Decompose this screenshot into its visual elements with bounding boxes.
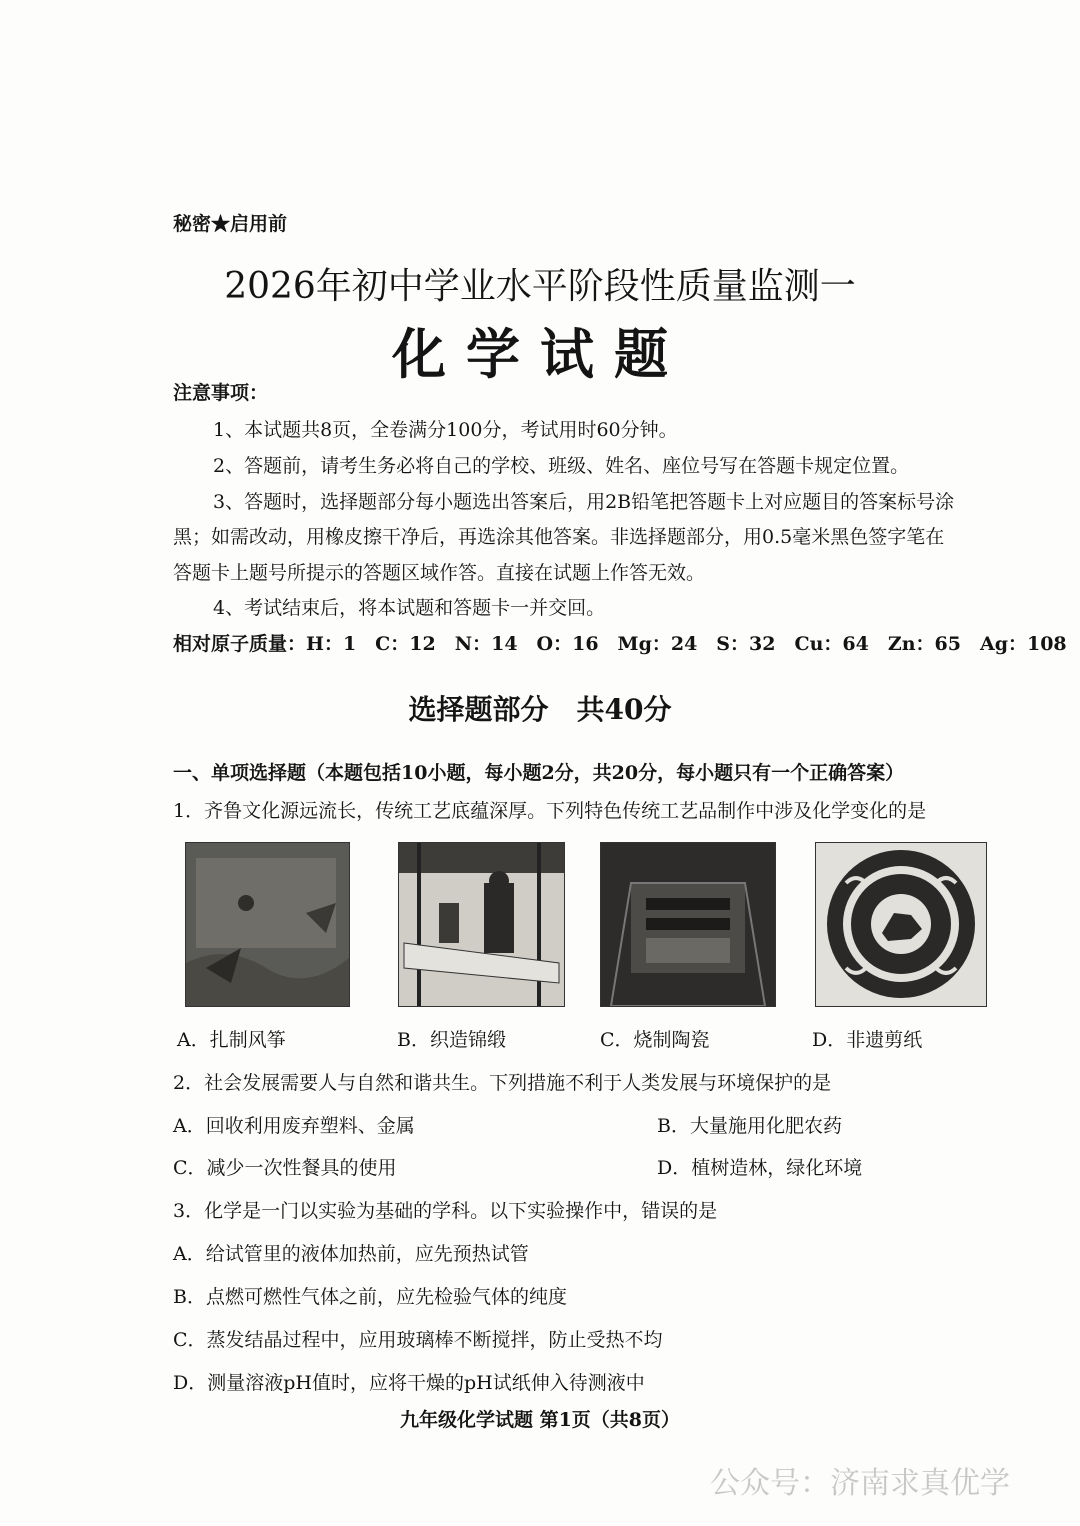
question-2-option-c: C．减少一次性餐具的使用: [173, 1157, 397, 1179]
question-2-option-a: A．回收利用废弃塑料、金属: [173, 1115, 415, 1137]
notice-item: 答题卡上题号所提示的答题区域作答。直接在试题上作答无效。: [173, 562, 706, 584]
question-1-option-a: A．扎制风筝: [177, 1029, 286, 1051]
paper-cutting-photo: [815, 842, 987, 1007]
exam-title: 2026年初中学业水平阶段性质量监测一: [224, 266, 856, 307]
question-3-option-a: A．给试管里的液体加热前，应先预热试管: [173, 1243, 529, 1265]
atomic-masses: 相对原子质量：H：1 C：12 N：14 O：16 Mg：24 S：32 Cu：64 Zn：65 Ag：108: [173, 633, 1067, 655]
question-1-option-c: C．烧制陶瓷: [600, 1029, 710, 1051]
subject-title: 化学试题: [392, 322, 688, 386]
question-3-option-b: B．点燃可燃性气体之前，应先检验气体的纯度: [173, 1286, 567, 1308]
question-1-stem: 1．齐鲁文化源远流长，传统工艺底蕴深厚。下列特色传统工艺品制作中涉及化学变化的是: [173, 800, 927, 822]
porcelain-kiln-photo: [600, 842, 776, 1007]
question-1-option-b: B．织造锦缎: [397, 1029, 506, 1051]
brocade-weaving-photo: [398, 842, 565, 1007]
notice-item: 黑；如需改动，用橡皮擦干净后，再选涂其他答案。非选择题部分，用0.5毫米黑色签字笔在: [173, 526, 945, 548]
notice-item: 3、答题时，选择题部分每小题选出答案后，用2B铅笔把答题卡上对应题目的答案标号涂: [213, 491, 955, 513]
question-2-stem: 2．社会发展需要人与自然和谐共生。下列措施不利于人类发展与环境保护的是: [173, 1072, 832, 1094]
notice-item: 1、本试题共8页，全卷满分100分，考试用时60分钟。: [213, 419, 678, 441]
secret-mark: 秘密★启用前: [173, 213, 288, 235]
question-3-stem: 3．化学是一门以实验为基础的学科。以下实验操作中，错误的是: [173, 1200, 718, 1222]
part-title: 选择题部分 共40分: [408, 693, 672, 726]
page-footer: 九年级化学试题 第1页（共8页）: [399, 1409, 681, 1431]
question-2-option-d: D．植树造林，绿化环境: [657, 1157, 863, 1179]
section-heading: 一、单项选择题（本题包括10小题，每小题2分，共20分，每小题只有一个正确答案）: [173, 762, 905, 784]
notice-title: 注意事项：: [173, 382, 269, 404]
question-2-option-b: B．大量施用化肥农药: [657, 1115, 842, 1137]
question-3-option-d: D．测量溶液pH值时，应将干燥的pH试纸伸入待测液中: [173, 1372, 645, 1394]
question-1-option-d: D．非遗剪纸: [812, 1029, 923, 1051]
watermark: 公众号：济南求真优学: [710, 1466, 1010, 1501]
notice-item: 2、答题前，请考生务必将自己的学校、班级、姓名、座位号写在答题卡规定位置。: [213, 455, 910, 477]
notice-item: 4、考试结束后，将本试题和答题卡一并交回。: [213, 597, 606, 619]
kite-photo: [185, 842, 350, 1007]
question-3-option-c: C．蒸发结晶过程中，应用玻璃棒不断搅拌，防止受热不均: [173, 1329, 663, 1351]
